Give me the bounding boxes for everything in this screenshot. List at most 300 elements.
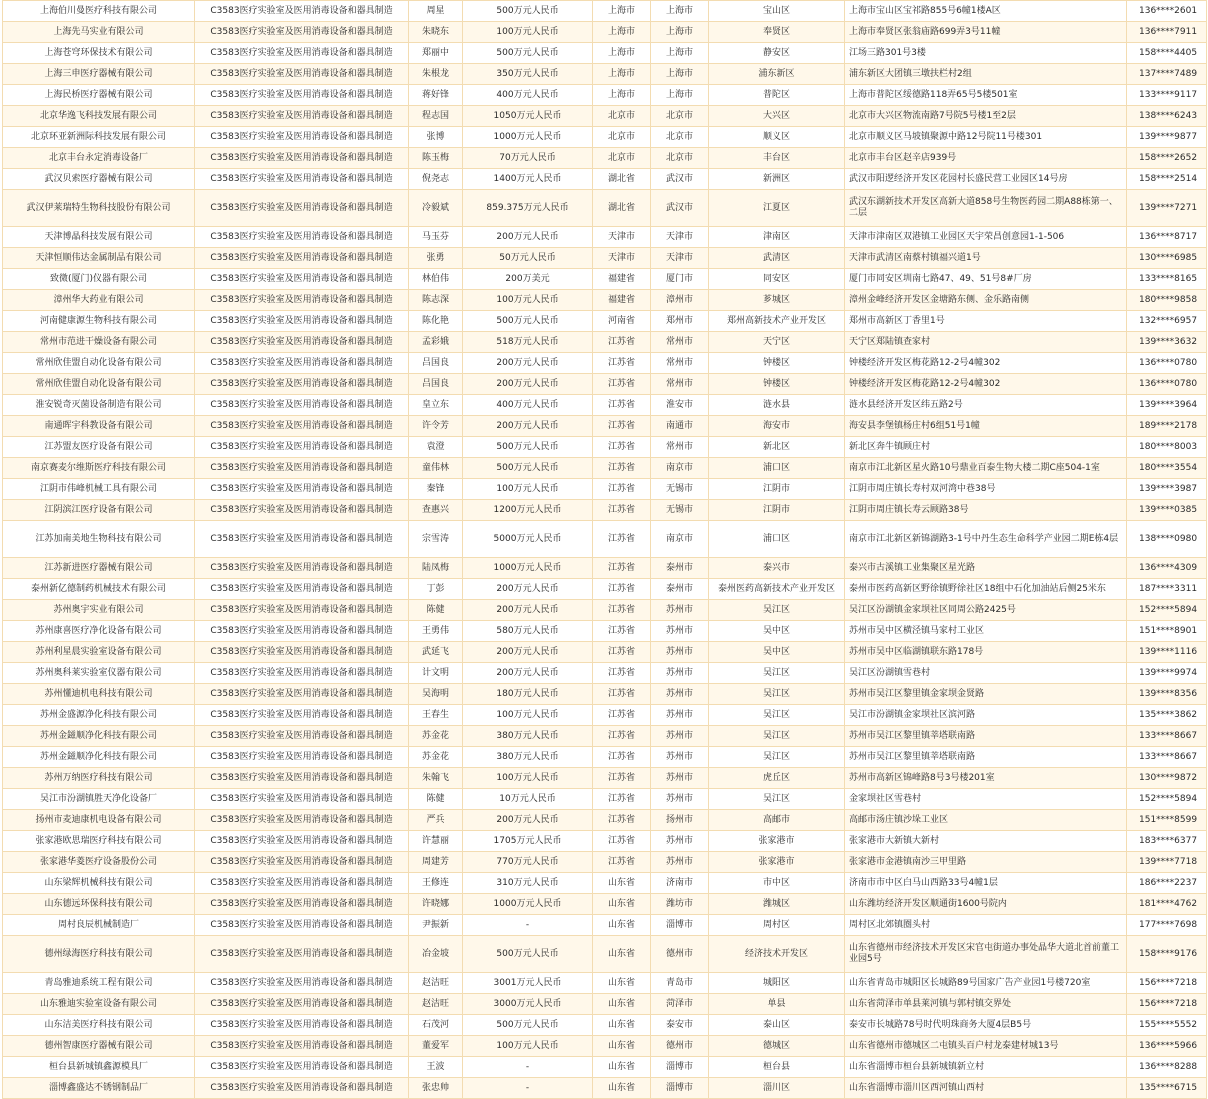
legal-person-cell: 皇立东 [409,395,463,416]
city-cell: 泰州市 [651,558,709,579]
industry-cell: C3583医疗实验室及医用消毒设备和器具制造 [195,789,409,810]
industry-cell: C3583医疗实验室及医用消毒设备和器具制造 [195,579,409,600]
registered-capital-cell: 70万元人民币 [463,148,593,169]
district-cell: 德城区 [709,1036,845,1057]
legal-person-cell: 吴海明 [409,684,463,705]
address-cell: 武汉市阳逻经济开发区花园村长盛民营工业园区14号房 [845,169,1127,190]
phone-cell: 136****4309 [1127,558,1207,579]
company-name-cell: 周村良辰机械制造厂 [3,915,195,936]
table-row [3,663,1207,684]
district-cell: 江夏区 [709,190,845,227]
table-row [3,642,1207,663]
legal-person-cell: 陈化艳 [409,311,463,332]
phone-cell: 138****6243 [1127,106,1207,127]
registered-capital-cell: 1050万元人民币 [463,106,593,127]
province-cell: 江苏省 [593,705,651,726]
district-cell: 潍城区 [709,894,845,915]
address-cell: 新北区奔牛镇顾庄村 [845,437,1127,458]
address-cell: 吴江市汾湖镇金家坝社区滨河路 [845,705,1127,726]
legal-person-cell: 张博 [409,127,463,148]
registered-capital-cell: 1000万元人民币 [463,558,593,579]
province-cell: 山东省 [593,994,651,1015]
industry-cell: C3583医疗实验室及医用消毒设备和器具制造 [195,311,409,332]
registered-capital-cell: 100万元人民币 [463,768,593,789]
city-cell: 无锡市 [651,479,709,500]
province-cell: 山东省 [593,936,651,973]
phone-cell: 151****8599 [1127,810,1207,831]
phone-cell: 139****0385 [1127,500,1207,521]
table-row [3,1036,1207,1057]
registered-capital-cell: 500万元人民币 [463,311,593,332]
legal-person-cell: 秦锋 [409,479,463,500]
company-name-cell: 北京环亚新洲际科技发展有限公司 [3,127,195,148]
phone-cell: 135****6715 [1127,1078,1207,1099]
registered-capital-cell: 5000万元人民币 [463,521,593,558]
city-cell: 常州市 [651,437,709,458]
province-cell: 江苏省 [593,437,651,458]
registered-capital-cell: 200万元人民币 [463,663,593,684]
registered-capital-cell: 200万元人民币 [463,416,593,437]
industry-cell: C3583医疗实验室及医用消毒设备和器具制造 [195,1036,409,1057]
province-cell: 天津市 [593,248,651,269]
company-name-cell: 德州绿海医疗科技有限公司 [3,936,195,973]
phone-cell: 186****2237 [1127,873,1207,894]
industry-cell: C3583医疗实验室及医用消毒设备和器具制造 [195,810,409,831]
province-cell: 北京市 [593,127,651,148]
city-cell: 上海市 [651,1,709,22]
province-cell: 山东省 [593,894,651,915]
company-name-cell: 北京丰台永定消毒设备厂 [3,148,195,169]
industry-cell: C3583医疗实验室及医用消毒设备和器具制造 [195,227,409,248]
industry-cell: C3583医疗实验室及医用消毒设备和器具制造 [195,894,409,915]
province-cell: 山东省 [593,873,651,894]
industry-cell: C3583医疗实验室及医用消毒设备和器具制造 [195,437,409,458]
city-cell: 苏州市 [651,726,709,747]
address-cell: 山东省德州市德城区二屯镇头百户村龙泰建材城13号 [845,1036,1127,1057]
address-cell: 泰安市长城路78号时代明珠商务大厦4层B5号 [845,1015,1127,1036]
phone-cell: 139****3987 [1127,479,1207,500]
district-cell: 泰兴市 [709,558,845,579]
table-row [3,290,1207,311]
phone-cell: 155****5552 [1127,1015,1207,1036]
legal-person-cell: 王修连 [409,873,463,894]
phone-cell: 156****7218 [1127,994,1207,1015]
legal-person-cell: 吕国良 [409,353,463,374]
table-row [3,600,1207,621]
registered-capital-cell: 770万元人民币 [463,852,593,873]
province-cell: 江苏省 [593,642,651,663]
table-row [3,332,1207,353]
industry-cell: C3583医疗实验室及医用消毒设备和器具制造 [195,106,409,127]
city-cell: 上海市 [651,64,709,85]
table-row [3,831,1207,852]
city-cell: 济南市 [651,873,709,894]
province-cell: 北京市 [593,148,651,169]
district-cell: 天宁区 [709,332,845,353]
registered-capital-cell: 3000万元人民币 [463,994,593,1015]
registered-capital-cell: 1000万元人民币 [463,127,593,148]
address-cell: 吴江区汾湖镇金家坝社区同周公路2425号 [845,600,1127,621]
phone-cell: 132****6957 [1127,311,1207,332]
industry-cell: C3583医疗实验室及医用消毒设备和器具制造 [195,127,409,148]
registered-capital-cell: 200万元人民币 [463,353,593,374]
city-cell: 北京市 [651,148,709,169]
province-cell: 山东省 [593,1078,651,1099]
city-cell: 郑州市 [651,311,709,332]
legal-person-cell: 赵洁旺 [409,973,463,994]
registered-capital-cell: 200万美元 [463,269,593,290]
table-row [3,190,1207,227]
address-cell: 郑州市高新区丁香里1号 [845,311,1127,332]
registered-capital-cell: 1400万元人民币 [463,169,593,190]
province-cell: 福建省 [593,290,651,311]
address-cell: 山东省淄博市淄川区西河镇山西村 [845,1078,1127,1099]
registered-capital-cell: 500万元人民币 [463,1015,593,1036]
legal-person-cell: 马玉芬 [409,227,463,248]
city-cell: 南京市 [651,521,709,558]
company-name-cell: 河南健康源生物科技有限公司 [3,311,195,332]
province-cell: 江苏省 [593,663,651,684]
legal-person-cell: 严兵 [409,810,463,831]
industry-cell: C3583医疗实验室及医用消毒设备和器具制造 [195,500,409,521]
phone-cell: 136****0780 [1127,374,1207,395]
table-row [3,127,1207,148]
registered-capital-cell: 180万元人民币 [463,684,593,705]
city-cell: 苏州市 [651,663,709,684]
legal-person-cell: 冷毅斌 [409,190,463,227]
province-cell: 山东省 [593,1036,651,1057]
legal-person-cell: 陈健 [409,789,463,810]
address-cell: 苏州市吴江区黎里镇莘塔联南路 [845,726,1127,747]
industry-cell: C3583医疗实验室及医用消毒设备和器具制造 [195,852,409,873]
phone-cell: 130****9872 [1127,768,1207,789]
province-cell: 上海市 [593,85,651,106]
district-cell: 江阴市 [709,479,845,500]
legal-person-cell: 吕国良 [409,374,463,395]
company-name-cell: 江苏新进医疗器械有限公司 [3,558,195,579]
registered-capital-cell: 100万元人民币 [463,290,593,311]
company-table [2,0,1207,1099]
registered-capital-cell: 350万元人民币 [463,64,593,85]
address-cell: 泰州市医药高新区野徐镇野徐社区18组中石化加油站后侧25米东 [845,579,1127,600]
province-cell: 天津市 [593,227,651,248]
district-cell: 奉贤区 [709,22,845,43]
industry-cell: C3583医疗实验室及医用消毒设备和器具制造 [195,621,409,642]
phone-cell: 136****7911 [1127,22,1207,43]
address-cell: 北京市丰台区赵辛店939号 [845,148,1127,169]
phone-cell: 189****2178 [1127,416,1207,437]
phone-cell: 139****9877 [1127,127,1207,148]
industry-cell: C3583医疗实验室及医用消毒设备和器具制造 [195,1015,409,1036]
registered-capital-cell: 100万元人民币 [463,479,593,500]
table-row [3,1015,1207,1036]
industry-cell: C3583医疗实验室及医用消毒设备和器具制造 [195,1057,409,1078]
city-cell: 苏州市 [651,852,709,873]
address-cell: 苏州市吴江区黎里镇莘塔联南路 [845,747,1127,768]
city-cell: 常州市 [651,332,709,353]
table-row [3,915,1207,936]
registered-capital-cell: 100万元人民币 [463,1036,593,1057]
company-name-cell: 天津恒顺伟达金属制品有限公司 [3,248,195,269]
address-cell: 苏州市高新区锦峰路8号3号楼201室 [845,768,1127,789]
province-cell: 江苏省 [593,621,651,642]
address-cell: 江阴市周庄镇长寿村双河湾中巷38号 [845,479,1127,500]
district-cell: 钟楼区 [709,374,845,395]
province-cell: 江苏省 [593,747,651,768]
legal-person-cell: 陆凤梅 [409,558,463,579]
district-cell: 单县 [709,994,845,1015]
registered-capital-cell: 200万元人民币 [463,600,593,621]
address-cell: 苏州市吴江区黎里镇金家坝金贤路 [845,684,1127,705]
company-name-cell: 上海苍穹环保技术有限公司 [3,43,195,64]
city-cell: 扬州市 [651,810,709,831]
table-row [3,43,1207,64]
phone-cell: 180****3554 [1127,458,1207,479]
phone-cell: 180****8003 [1127,437,1207,458]
city-cell: 苏州市 [651,642,709,663]
legal-person-cell: 袁澄 [409,437,463,458]
district-cell: 新北区 [709,437,845,458]
legal-person-cell: 孟彩娥 [409,332,463,353]
table-row [3,395,1207,416]
registered-capital-cell: 3001万元人民币 [463,973,593,994]
phone-cell: 133****8667 [1127,726,1207,747]
phone-cell: 139****7718 [1127,852,1207,873]
phone-cell: 136****2601 [1127,1,1207,22]
city-cell: 上海市 [651,43,709,64]
industry-cell: C3583医疗实验室及医用消毒设备和器具制造 [195,684,409,705]
table-row [3,248,1207,269]
industry-cell: C3583医疗实验室及医用消毒设备和器具制造 [195,22,409,43]
address-cell: 上海市普陀区绥德路118弄65号5楼501室 [845,85,1127,106]
legal-person-cell: 赵洁旺 [409,994,463,1015]
district-cell: 同安区 [709,269,845,290]
district-cell: 吴江区 [709,726,845,747]
table-row [3,973,1207,994]
company-name-cell: 苏州康喜医疗净化设备有限公司 [3,621,195,642]
phone-cell: 138****0980 [1127,521,1207,558]
company-name-cell: 苏州金鎡顺净化科技有限公司 [3,726,195,747]
company-name-cell: 山东德远环保科技有限公司 [3,894,195,915]
table-row [3,169,1207,190]
district-cell: 张家港市 [709,831,845,852]
legal-person-cell: 董爱军 [409,1036,463,1057]
address-cell: 周村区北郊镇圈头村 [845,915,1127,936]
phone-cell: 137****7489 [1127,64,1207,85]
table-body [3,1,1207,1099]
province-cell: 上海市 [593,64,651,85]
phone-cell: 183****6377 [1127,831,1207,852]
address-cell: 北京市大兴区物流南路7号院5号楼1至2层 [845,106,1127,127]
province-cell: 江苏省 [593,579,651,600]
district-cell: 泰山区 [709,1015,845,1036]
district-cell: 钟楼区 [709,353,845,374]
legal-person-cell: 张勇 [409,248,463,269]
address-cell: 漳州金峰经济开发区金塘路东侧、金乐路南侧 [845,290,1127,311]
company-name-cell: 江苏加南美地生物科技有限公司 [3,521,195,558]
legal-person-cell: 倪尧志 [409,169,463,190]
registered-capital-cell: - [463,1078,593,1099]
legal-person-cell: 石茂河 [409,1015,463,1036]
province-cell: 江苏省 [593,332,651,353]
phone-cell: 181****4762 [1127,894,1207,915]
table-row [3,311,1207,332]
province-cell: 北京市 [593,106,651,127]
province-cell: 江苏省 [593,353,651,374]
company-name-cell: 江阴市伟峰机械工具有限公司 [3,479,195,500]
phone-cell: 136****8717 [1127,227,1207,248]
table-row [3,768,1207,789]
district-cell: 周村区 [709,915,845,936]
province-cell: 江苏省 [593,558,651,579]
city-cell: 菏泽市 [651,994,709,1015]
table-row [3,936,1207,973]
legal-person-cell: 王波 [409,1057,463,1078]
legal-person-cell: 陈玉梅 [409,148,463,169]
company-name-cell: 常州欣佳盟自动化设备有限公司 [3,374,195,395]
province-cell: 上海市 [593,1,651,22]
province-cell: 江苏省 [593,395,651,416]
table-row [3,148,1207,169]
province-cell: 江苏省 [593,852,651,873]
company-name-cell: 天津博晶科技发展有限公司 [3,227,195,248]
address-cell: 天津市津南区双港镇工业园区天宇荣昌创意园1-1-506 [845,227,1127,248]
address-cell: 高邮市汤庄镇沙垛工业区 [845,810,1127,831]
company-name-cell: 苏州懂迪机电科技有限公司 [3,684,195,705]
phone-cell: 177****7698 [1127,915,1207,936]
table-row [3,873,1207,894]
table-row [3,85,1207,106]
city-cell: 上海市 [651,22,709,43]
registered-capital-cell: 580万元人民币 [463,621,593,642]
company-name-cell: 南京赛麦尔维斯医疗科技有限公司 [3,458,195,479]
legal-person-cell: 许慧丽 [409,831,463,852]
province-cell: 江苏省 [593,831,651,852]
legal-person-cell: 计文明 [409,663,463,684]
address-cell: 上海市宝山区宝祁路855号6幢1楼A区 [845,1,1127,22]
address-cell: 金家坝社区雪巷村 [845,789,1127,810]
table-row [3,747,1207,768]
city-cell: 苏州市 [651,789,709,810]
registered-capital-cell: 380万元人民币 [463,726,593,747]
industry-cell: C3583医疗实验室及医用消毒设备和器具制造 [195,831,409,852]
district-cell: 吴江区 [709,705,845,726]
table-row [3,894,1207,915]
table-row [3,22,1207,43]
table-row [3,726,1207,747]
industry-cell: C3583医疗实验室及医用消毒设备和器具制造 [195,873,409,894]
company-name-cell: 南通晖宇科教设备有限公司 [3,416,195,437]
province-cell: 湖北省 [593,169,651,190]
city-cell: 天津市 [651,248,709,269]
province-cell: 江苏省 [593,500,651,521]
province-cell: 山东省 [593,915,651,936]
phone-cell: 136****0780 [1127,353,1207,374]
legal-person-cell: 周建芳 [409,852,463,873]
city-cell: 泰安市 [651,1015,709,1036]
district-cell: 吴江区 [709,747,845,768]
company-name-cell: 江苏盟友医疗设备有限公司 [3,437,195,458]
city-cell: 上海市 [651,85,709,106]
phone-cell: 136****5966 [1127,1036,1207,1057]
company-name-cell: 常州欣佳盟自动化设备有限公司 [3,353,195,374]
city-cell: 南京市 [651,458,709,479]
address-cell: 济南市市中区白马山西路33号4幢1层 [845,873,1127,894]
address-cell: 北京市顺义区马坡镇聚源中路12号院11号楼301 [845,127,1127,148]
legal-person-cell: 郑丽中 [409,43,463,64]
industry-cell: C3583医疗实验室及医用消毒设备和器具制造 [195,290,409,311]
city-cell: 潍坊市 [651,894,709,915]
company-name-cell: 苏州奥宇实业有限公司 [3,600,195,621]
company-name-cell: 漳州华大药业有限公司 [3,290,195,311]
district-cell: 吴中区 [709,642,845,663]
table-row [3,64,1207,85]
company-name-cell: 山东雅迪实验室设备有限公司 [3,994,195,1015]
province-cell: 福建省 [593,269,651,290]
registered-capital-cell: - [463,1057,593,1078]
legal-person-cell: 许令芳 [409,416,463,437]
registered-capital-cell: 400万元人民币 [463,395,593,416]
city-cell: 苏州市 [651,768,709,789]
legal-person-cell: 张忠帅 [409,1078,463,1099]
city-cell: 常州市 [651,374,709,395]
legal-person-cell: 朱根龙 [409,64,463,85]
industry-cell: C3583医疗实验室及医用消毒设备和器具制造 [195,600,409,621]
table-row [3,994,1207,1015]
district-cell: 经济技术开发区 [709,936,845,973]
industry-cell: C3583医疗实验室及医用消毒设备和器具制造 [195,663,409,684]
district-cell: 淄川区 [709,1078,845,1099]
district-cell: 津南区 [709,227,845,248]
province-cell: 湖北省 [593,190,651,227]
district-cell: 静安区 [709,43,845,64]
registered-capital-cell: 500万元人民币 [463,458,593,479]
address-cell: 厦门市同安区圳南七路47、49、51号8#厂房 [845,269,1127,290]
city-cell: 苏州市 [651,705,709,726]
industry-cell: C3583医疗实验室及医用消毒设备和器具制造 [195,43,409,64]
phone-cell: 158****2652 [1127,148,1207,169]
phone-cell: 152****5894 [1127,789,1207,810]
phone-cell: 139****3632 [1127,332,1207,353]
address-cell: 江阴市周庄镇长寿云顾路38号 [845,500,1127,521]
district-cell: 大兴区 [709,106,845,127]
table-row [3,374,1207,395]
table-row [3,789,1207,810]
legal-person-cell: 朱翰飞 [409,768,463,789]
city-cell: 淄博市 [651,915,709,936]
registered-capital-cell: 500万元人民币 [463,43,593,64]
table-row [3,437,1207,458]
city-cell: 漳州市 [651,290,709,311]
legal-person-cell: 尹振新 [409,915,463,936]
registered-capital-cell: 200万元人民币 [463,579,593,600]
registered-capital-cell: 1200万元人民币 [463,500,593,521]
city-cell: 苏州市 [651,747,709,768]
legal-person-cell: 苏金花 [409,726,463,747]
registered-capital-cell: 200万元人民币 [463,810,593,831]
industry-cell: C3583医疗实验室及医用消毒设备和器具制造 [195,768,409,789]
table-row [3,353,1207,374]
industry-cell: C3583医疗实验室及医用消毒设备和器具制造 [195,269,409,290]
district-cell: 新洲区 [709,169,845,190]
district-cell: 涟水县 [709,395,845,416]
district-cell: 市中区 [709,873,845,894]
address-cell: 涟水县经济开发区纬五路2号 [845,395,1127,416]
city-cell: 苏州市 [651,621,709,642]
legal-person-cell: 周星 [409,1,463,22]
district-cell: 浦东新区 [709,64,845,85]
table-row [3,106,1207,127]
